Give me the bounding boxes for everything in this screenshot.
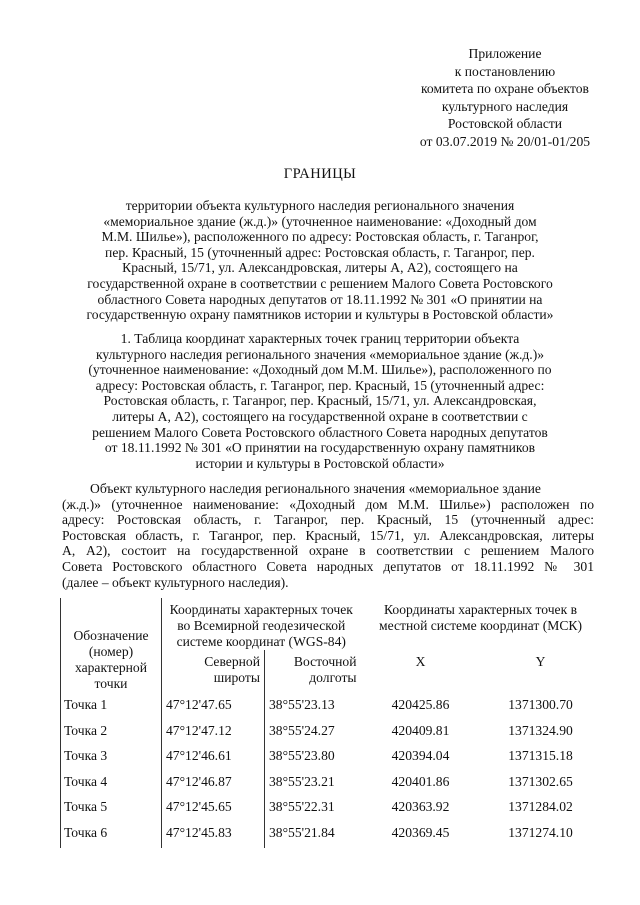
intro-line: М.М. Шилье»), расположенного по адресу: Ростовская область, г. Таганрог,	[101, 229, 539, 245]
body-line: А, А2), состоит на государственной охране в соответствии с решением Малого	[62, 543, 594, 559]
coordinates-table	[60, 598, 601, 848]
cell-latitude: 47°12'46.87	[162, 771, 265, 797]
header-latitude: Северной широты	[162, 650, 265, 694]
approval-line: комитета по охране объектов	[421, 81, 589, 96]
header-x: X	[415, 654, 426, 669]
intro-line: государственную охрану памятников истории и культуры в Ростовской области»	[86, 307, 554, 323]
cell-x: 420401.86	[391, 773, 450, 789]
intro-line: «мемориальное здание (ж.д.)» (уточненное наименование: «Доходный дом	[103, 213, 537, 229]
cell-longitude: 38°55'23.13	[265, 694, 361, 720]
cell-y: 1371302.65	[508, 773, 573, 789]
approval-line: от 03.07.2019 № 20/01-01/205	[419, 133, 591, 149]
body-line: (ж.д.)» (уточненное наименование: «Доходный дом М.М. Шилье») расположен по	[62, 496, 594, 512]
approval-line: культурного наследия	[441, 98, 569, 114]
cell-x: 420369.45	[391, 824, 450, 840]
cell-latitude: 47°12'45.83	[162, 822, 265, 848]
table-row	[61, 822, 601, 848]
table-row	[61, 694, 601, 720]
intro-line: территории объекта культурного наследия регионального значения	[125, 198, 515, 213]
header-msk-group: Координаты характерных точек в местной системе координат (МСК)	[379, 602, 582, 633]
caption-line: истории и культуры в Ростовской области»	[195, 455, 445, 471]
cell-y: 1371300.70	[508, 697, 573, 712]
cell-point-name: Точка 3	[61, 745, 162, 771]
cell-longitude: 38°55'23.21	[265, 771, 361, 797]
cell-y: 1371284.02	[508, 799, 573, 815]
header-wgs-group: Координаты характерных точек во Всемирной геодезической системе координат (WGS-84)	[162, 598, 361, 650]
cell-point-name: Точка 6	[61, 822, 162, 848]
intro-line: пер. Красный, 15 (уточненный адрес: Ростовская область, г. Таганрог, пер.	[105, 244, 535, 260]
table-caption	[0, 331, 640, 471]
caption-line: (уточненное наименование: «Доходный дом М.М. Шилье»), расположенного по	[88, 362, 552, 378]
cell-x: 420409.81	[391, 722, 450, 738]
cell-latitude: 47°12'46.61	[162, 745, 265, 771]
cell-longitude: 38°55'22.31	[265, 796, 361, 822]
intro-line: Красный, 15/71, ул. Александровская, литеры А, А2), состоящего на	[122, 260, 518, 276]
intro-paragraph	[0, 198, 640, 323]
caption-line: литеры А, А2), состоящего на государственной охране в соответствии с	[112, 408, 528, 424]
object-description-paragraph	[62, 481, 594, 590]
cell-x: 420394.04	[391, 748, 450, 764]
approval-line: Приложение	[468, 46, 542, 61]
cell-point-name: Точка 5	[61, 796, 162, 822]
approval-line: к постановлению	[454, 63, 556, 79]
cell-latitude: 47°12'47.12	[162, 720, 265, 746]
cell-point-name: Точка 1	[61, 694, 162, 720]
table-row	[61, 745, 601, 771]
body-line: (далее – объект культурного наследия).	[62, 574, 289, 590]
caption-line: 1. Таблица координат характерных точек границ территории объекта	[120, 331, 520, 346]
header-point-label: Обозначение (номер) характерной точки	[61, 598, 162, 694]
caption-line: культурного наследия регионального значения «мемориальное здание (ж.д.)»	[95, 346, 545, 362]
cell-x: 420425.86	[391, 697, 450, 712]
caption-line: Ростовская область, г. Таганрог, пер. Красный, 15/71, ул. Александровская,	[103, 393, 537, 409]
cell-y: 1371274.10	[508, 824, 573, 840]
cell-latitude: 47°12'47.65	[162, 694, 265, 720]
table-row	[61, 720, 601, 746]
cell-x: 420363.92	[391, 799, 450, 815]
approval-line: Ростовской области	[447, 116, 563, 131]
cell-latitude: 47°12'45.65	[162, 796, 265, 822]
header-longitude: Восточной долготы	[265, 650, 361, 694]
header-y: Y	[535, 654, 546, 669]
table-row	[61, 796, 601, 822]
body-line: адресу: Ростовская область, г. Таганрог, пер. Красный, 15 (уточненный адрес:	[62, 512, 594, 528]
caption-line: от 18.11.1992 № 301 «О принятии на государственную охрану памятников	[104, 440, 536, 456]
caption-line: адресу: Ростовская область, г. Таганрог, пер. Красный, 15 (уточненный адрес:	[95, 377, 545, 393]
body-line: Ростовская область, г. Таганрог, пер. Красный, 15/71, ул. Александровская, литеры	[62, 527, 594, 543]
caption-line: решением Малого Совета Ростовского областного Совета народных депутатов	[92, 424, 548, 440]
approval-block	[380, 45, 630, 150]
body-line: Совета Ростовского областного Совета народных депутатов от 18.11.1992 № 301	[62, 558, 594, 574]
cell-point-name: Точка 4	[61, 771, 162, 797]
cell-y: 1371315.18	[508, 748, 573, 764]
table-row	[61, 771, 601, 797]
cell-longitude: 38°55'21.84	[265, 822, 361, 848]
document-title: ГРАНИЦЫ	[283, 166, 357, 182]
intro-line: областного Совета народных депутатов от 18.11.1992 № 301 «О принятии на	[97, 291, 543, 307]
cell-y: 1371324.90	[508, 722, 573, 738]
intro-line: государственной охране в соответствии с решением Малого Совета Ростовского	[87, 275, 553, 291]
cell-longitude: 38°55'24.27	[265, 720, 361, 746]
body-line: Объект культурного наследия регионального значения «мемориальное здание	[90, 481, 541, 496]
cell-longitude: 38°55'23.80	[265, 745, 361, 771]
cell-point-name: Точка 2	[61, 720, 162, 746]
